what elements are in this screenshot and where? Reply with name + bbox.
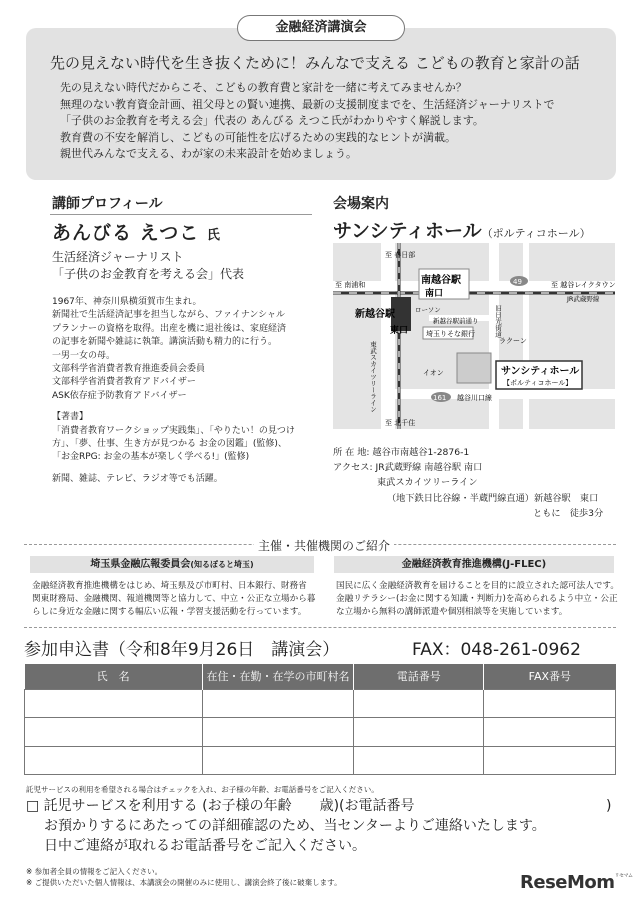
col-fax: FAX番号: [484, 664, 616, 689]
svg-text:161: 161: [433, 394, 447, 402]
speaker-bio: 1967年、神奈川県横須賀市生まれ。 新聞社で生活経済記事を担当しながら、ファイナンシャル プランナーの資格を取得。出産を機に退社後は、家庭経済 の記事を新聞や雑誌に執筆。講演活動も精力的に行う。 一男一女の母。 文部科学省消費者教育推進委員会委員 文部科学省消費者教育アドバイザー ASK依存症予防教育アドバイザー 【著書】 「消費者教育ワークショップ実践集」、「やりたい！の見つけ 方」、「夢、仕事、生き方が見つかる お金の図鑑」(監修)、 「お金RPG: お金の基本が楽しく学べる!」(監修) 新聞、雑誌、テレビ、ラジオ等でも活躍。: [52, 297, 295, 484]
intro-line: 教育費の不安を解消し、こどもの可能性を広げるための実践的なヒントが満載。: [60, 130, 456, 144]
speaker-roles: [52, 249, 244, 283]
svg-text:ローソン: ローソン: [415, 306, 441, 314]
svg-text:東口: 東口: [390, 326, 409, 336]
org1-text: 金融経済教育推進機構をはじめ、埼玉県及び市町村、日本銀行、財務省 関東財務局、金融機関、報道機関等と協力して、中立・公正な立場から暮 らしに身近な金融に関する幅広い広報・学習支援活動を行っています。: [32, 581, 316, 617]
profile-underline: [50, 214, 312, 215]
svg-text:至 南浦和: 至 南浦和: [335, 281, 366, 289]
table-row[interactable]: [25, 689, 616, 718]
venue-heading: 会場案内: [333, 196, 389, 212]
childcare-checkbox[interactable]: □ 託児サービスを利用する (お子様の年齢 歳)(お電話番号: [26, 798, 415, 814]
svg-text:至 北千住: 至 北千住: [385, 419, 416, 427]
org2-text: 国民に広く金融経済教育を届けることを目的に設立された認可法人です。 金融リテラシー(お金に関する知識・判断力)を高められるよう中立・公正 な立場から無料の講師派遣や個別相談等を実施しています。: [336, 581, 619, 617]
intro-title: 先の見えない時代を生き抜くために！みんなで支える こどもの教育と家計の話: [50, 54, 580, 72]
svg-text:【ポルティコホール】: 【ポルティコホール】: [503, 379, 573, 387]
org1-bar: 埼玉県金融広報委員会(知るぽると埼玉): [30, 556, 314, 573]
venue-map: [333, 243, 615, 429]
svg-text:49: 49: [513, 278, 522, 286]
sponsor-heading: 主催・共催機関のご紹介: [254, 537, 394, 554]
form-title: 参加申込書（令和8年9月26日 講演会）: [24, 640, 340, 660]
svg-text:新越谷駅前通り: 新越谷駅前通り: [433, 317, 479, 325]
table-row[interactable]: [25, 746, 616, 775]
org2-bar: 金融経済教育推進機構(J-FLEC): [334, 556, 614, 573]
map-minamikoshigaya: 南越谷駅: [421, 275, 461, 286]
resemom-logo: ReseMom$^{リセマム}$: [520, 872, 633, 893]
svg-text:南口: 南口: [425, 289, 444, 299]
table-row[interactable]: [25, 718, 616, 747]
intro-line: 「子供のお金教育を考える会」代表の あんびる えつこ氏がわかりやすく解説します。: [60, 114, 484, 128]
svg-text:至 越谷レイクタウン: 至 越谷レイクタウン: [551, 281, 615, 289]
divider: [24, 627, 616, 628]
speaker-name: あんびる えつこ 氏: [52, 222, 221, 244]
svg-text:越谷川口線: 越谷川口線: [457, 394, 492, 402]
intro-text: [60, 80, 600, 163]
map-shinkoshigaya: 新越谷駅: [355, 309, 395, 320]
svg-text:イオン: イオン: [423, 369, 444, 377]
speaker-role: 「子供のお金教育を考える会」代表: [52, 267, 245, 281]
col-city: 在住・在勤・在学の市町村名: [202, 664, 354, 689]
svg-text:東武スカイツリーライン: 東武スカイツリーライン: [369, 341, 377, 413]
svg-text:至 春日部: 至 春日部: [385, 251, 416, 259]
intro-line: 親世代みんなで支える、わが家の未来設計を始めましょう。: [60, 147, 357, 161]
childcare-note: 託児サービスの利用を希望される場合はチェックを入れ、お子様の年齢、お電話番号をご記入ください。: [26, 785, 379, 794]
venue-name: サンシティホール（ポルティコホール）: [333, 220, 591, 242]
venue-address: 所 在 地: 越谷市南越谷1-2876-1 アクセス: JR武蔵野線 南越谷駅 南口 東武スカイツリーライン （地下鉄日比谷線・半蔵門線直通）新越谷駅 東口 ともに 徒歩3分: [333, 447, 604, 519]
col-name: 氏 名: [25, 664, 203, 689]
fax-number: FAX：048-261-0962: [412, 640, 581, 660]
footnotes: ※ 参加者全員の情報をご記入ください。 ※ ご提供いただいた個人情報は、本講演会の開催のみに使用し、講演会終了後に破棄します。: [26, 867, 342, 887]
application-table: [24, 664, 616, 775]
map-hall: サンシティホール: [501, 366, 580, 377]
speaker-role: 生活経済ジャーナリスト: [52, 250, 184, 264]
col-phone: 電話番号: [354, 664, 484, 689]
intro-line: 無理のない教育資金計画、祖父母との賢い連携、最新の支援制度までを、生活経済ジャーナリストで: [60, 97, 555, 111]
profile-heading: 講師プロフィール: [52, 196, 163, 212]
svg-text:JR武蔵野線: JR武蔵野線: [567, 295, 600, 303]
intro-line: 先の見えない時代だからこそ、こどもの教育費と家計を一緒に考えてみませんか？: [60, 81, 467, 94]
svg-text:ラクーン: ラクーン: [499, 337, 527, 345]
svg-text:埼玉りそな銀行: 埼玉りそな銀行: [426, 330, 475, 338]
childcare-check[interactable]: □ 託児サービスを利用する (お子様の年齢 歳)(お電話番号 ) お預かりするにあたっての詳細確認のため、当センターよりご連絡いたします。 日中ご連絡が取れるお電話番号をご記入ください。: [26, 798, 612, 854]
event-tab: 金融経済講演会: [237, 15, 405, 41]
svg-text:旧日光街道: 旧日光街道: [494, 305, 502, 338]
